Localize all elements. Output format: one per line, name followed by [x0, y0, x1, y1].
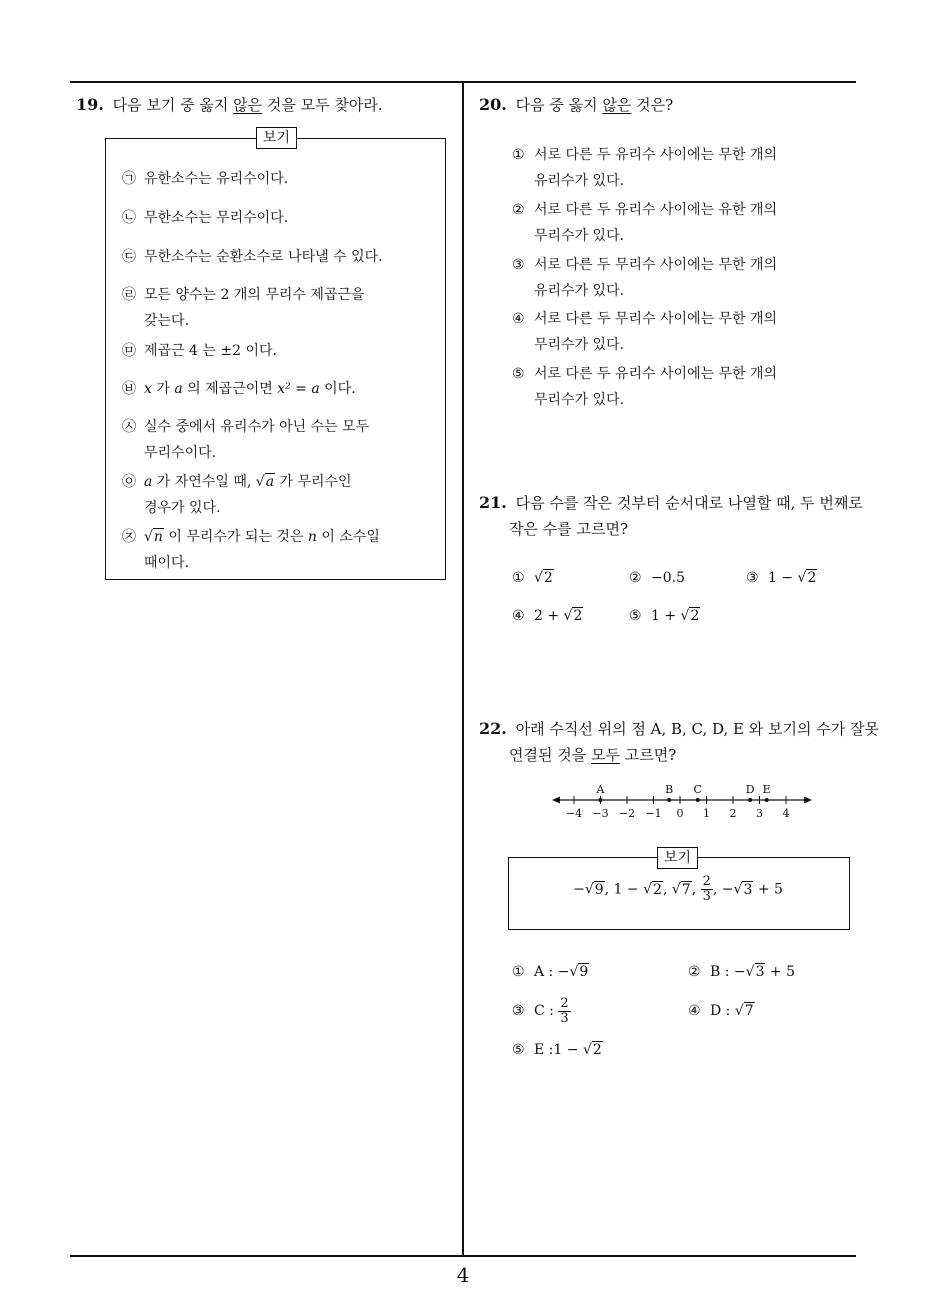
q19-prompt-underlined: 않은 [233, 96, 263, 114]
q21-choice-3[interactable] [746, 565, 817, 591]
tick-label: 3 [756, 807, 763, 820]
choice-mark: ④ [512, 608, 525, 624]
tick-label: −1 [645, 807, 662, 820]
item-text: 실수 중에서 유리수가 아닌 수는 모두 [144, 419, 370, 435]
fraction-numerator: 2 [702, 874, 711, 889]
choice-text: 서로 다른 두 무리수 사이에는 무한 개의 [534, 257, 778, 273]
choice-value: 1 − [768, 570, 798, 586]
sqrt-sign: √ [797, 570, 807, 586]
q19-item-7 [122, 414, 369, 466]
choice-mark: ⑤ [512, 366, 525, 382]
choice-mark: ④ [512, 311, 525, 327]
point-dot [599, 798, 603, 802]
q19-item-3 [122, 244, 383, 270]
item-mark: ㉢ [122, 249, 136, 265]
q19-item-5 [122, 338, 277, 364]
item-mark: ㉠ [122, 171, 136, 187]
item-mark: ㉥ [122, 381, 136, 397]
sqrt-radicand: 2 [690, 608, 700, 624]
q21-choice-2[interactable] [629, 565, 685, 591]
q20-choice-5[interactable] [512, 361, 777, 413]
math-var: n [307, 529, 317, 545]
item-text: 이 무리수가 되는 것은 [163, 529, 308, 545]
choice-text-cont: 무리수가 있다. [534, 337, 625, 353]
q22-prompt-text-end: 고르면? [619, 746, 677, 764]
point-label: C [693, 783, 702, 796]
q22-prompt-text-cont: 연결된 것을 [509, 746, 591, 764]
choice-text-cont: 유리수가 있다. [534, 173, 625, 189]
q20-choice-1[interactable] [512, 142, 777, 194]
page-number: 4 [456, 1263, 470, 1287]
point-dot [748, 798, 752, 802]
choice-mark: ② [629, 570, 642, 586]
axis-arrow-right [804, 797, 812, 804]
choice-mark: ① [512, 570, 525, 586]
bottom-rule [70, 1255, 856, 1257]
sqrt-radicand: 2 [573, 608, 583, 624]
sqrt-radicand: 3 [743, 881, 753, 898]
choice-mark: ② [512, 202, 525, 218]
choice-label: A : − [534, 964, 570, 980]
choice-mark: ② [688, 964, 701, 980]
item-mark: ㉣ [122, 287, 136, 303]
q20-prompt-text: 다음 중 옳지 [515, 96, 603, 114]
tick-label: −4 [565, 807, 583, 820]
column-divider [462, 82, 464, 1256]
q21-prompt-text-cont: 작은 수를 고르면? [509, 520, 629, 538]
sqrt-radicand: 7 [681, 881, 691, 898]
q19-item-9 [122, 524, 380, 576]
choice-text: 서로 다른 두 무리수 사이에는 무한 개의 [534, 311, 778, 327]
item-text: 가 자연수일 때, [152, 474, 256, 490]
q19-prompt [76, 92, 383, 118]
q19-number: 19. [76, 95, 104, 114]
q20-choice-3[interactable] [512, 252, 777, 304]
point-label: A [596, 783, 605, 796]
q22-box-title: 보기 [657, 847, 698, 869]
q20-prompt [479, 92, 673, 118]
item-text: 무한소수는 무리수이다. [144, 210, 289, 226]
tick-label: 2 [729, 807, 737, 820]
math-var: x [144, 381, 152, 397]
choice-mark: ⑤ [629, 608, 642, 624]
box-text: − [573, 881, 585, 898]
q22-prompt-underlined: 모두 [591, 746, 620, 764]
point-dot [765, 798, 769, 802]
point-dot [696, 798, 700, 802]
q21-choice-4[interactable] [512, 603, 583, 629]
box-text: , − [712, 881, 734, 898]
choice-text: 서로 다른 두 유리수 사이에는 무한 개의 [534, 366, 778, 382]
sqrt-radicand: 9 [579, 964, 589, 980]
math-var: a [144, 474, 153, 490]
choice-mark: ③ [746, 570, 759, 586]
fraction-numerator: 2 [560, 995, 569, 1011]
q19-item-6 [122, 376, 356, 402]
sqrt-radicand: 2 [543, 570, 553, 586]
choice-value: 2 + [534, 608, 564, 624]
point-dot [667, 798, 671, 802]
fraction [558, 997, 570, 1026]
sqrt-radicand: 9 [594, 881, 604, 898]
q19-item-8 [122, 469, 352, 521]
item-text: 유한소수는 유리수이다. [144, 171, 289, 187]
fraction-denominator: 3 [560, 1010, 569, 1026]
q22-prompt [479, 716, 879, 768]
q19-item-1 [122, 166, 288, 192]
choice-label: B : − [710, 964, 746, 980]
fraction-denominator: 3 [702, 889, 711, 904]
sqrt-sign: √ [144, 529, 153, 545]
item-text: 모든 양수는 2 개의 무리수 제곱근을 [144, 287, 365, 303]
choice-text-cont: 무리수가 있다. [534, 228, 625, 244]
q22-choice-3[interactable] [512, 996, 571, 1026]
q21-choice-1[interactable] [512, 565, 554, 591]
q20-prompt-text-end: 것은? [631, 96, 674, 114]
sqrt-radicand: 3 [755, 964, 765, 980]
item-text: 가 무리수인 [275, 474, 352, 490]
choice-mark: ⑤ [512, 1042, 525, 1058]
tick-label: 4 [782, 807, 790, 820]
tick-label: 0 [676, 807, 684, 820]
sqrt-radicand: n [153, 529, 163, 545]
point-label: E [762, 783, 771, 796]
q22-choice-1[interactable]: ① A : −√9 [512, 959, 589, 985]
choice-value: −0.5 [651, 570, 685, 586]
item-text: 이다. [319, 381, 356, 397]
choice-mark: ① [512, 147, 525, 163]
sqrt-radicand: a [265, 474, 275, 490]
choice-label: D : [710, 1003, 735, 1019]
item-text-cont: 경우가 있다. [144, 500, 221, 516]
tick-label: −3 [592, 807, 609, 820]
choice-label: E :1 − [534, 1042, 583, 1058]
choice-value: 1 + [651, 608, 681, 624]
q22-choice-2[interactable]: ② B : −√3 + 5 [688, 959, 795, 985]
item-mark: ㉦ [122, 419, 136, 435]
item-text: 제곱근 4 는 ±2 이다. [144, 343, 277, 359]
q22-choice-4[interactable]: ④ D : √7 [688, 998, 755, 1024]
sqrt-sign: √ [534, 570, 543, 586]
q19-box-title: 보기 [256, 127, 297, 149]
box-text: + 5 [753, 881, 783, 898]
q22-prompt-text: 아래 수직선 위의 점 A, B, C, D, E 와 보기의 수가 잘못 [515, 720, 879, 738]
axis-arrow-left [552, 797, 560, 804]
sqrt-sign: √ [563, 608, 573, 624]
q22-choice-5[interactable]: ⑤ E :1 − √2 [512, 1037, 603, 1063]
q20-choice-4[interactable] [512, 306, 777, 358]
sqrt-radicand: 7 [744, 1003, 754, 1019]
fraction [701, 875, 713, 904]
math-equation: x² = a [277, 381, 320, 397]
point-label: B [665, 783, 674, 796]
item-mark: ㉤ [122, 343, 136, 359]
item-text: 의 제곱근이면 [182, 381, 278, 397]
item-text-cont: 무리수이다. [144, 445, 217, 461]
sqrt-sign: √ [255, 474, 265, 490]
math-var: a [174, 381, 183, 397]
choice-mark: ① [512, 964, 525, 980]
q20-number: 20. [479, 95, 507, 114]
item-mark: ㉡ [122, 210, 136, 226]
tick-label: 1 [703, 807, 710, 820]
choice-value: + 5 [765, 964, 796, 980]
point-label: D [745, 783, 755, 796]
q21-choice-5[interactable] [629, 603, 700, 629]
sqrt-radicand: 2 [592, 1042, 602, 1058]
q21-number: 21. [479, 493, 507, 512]
q21-prompt [479, 490, 863, 542]
item-text-cont: 갖는다. [144, 313, 190, 329]
item-text: 가 [151, 381, 175, 397]
q20-choice-2[interactable] [512, 197, 777, 249]
item-mark: ㉨ [122, 529, 136, 545]
choice-mark: ③ [512, 1003, 525, 1019]
choice-text: 서로 다른 두 유리수 사이에는 유한 개의 [534, 202, 778, 218]
q20-prompt-underlined: 않은 [602, 96, 632, 114]
sqrt-sign: √ [680, 608, 690, 624]
q22-box-content: −√9, 1 − √2, √7, $\frac{2}{3}$ , −√3 + 5 [573, 874, 783, 904]
choice-mark: ③ [512, 257, 525, 273]
tick-label: −2 [618, 807, 636, 820]
item-text: 무한소수는 순환소수로 나타낼 수 있다. [144, 249, 383, 265]
item-mark: ㉧ [122, 474, 136, 490]
item-text-cont: 때이다. [144, 555, 190, 571]
choice-text-cont: 무리수가 있다. [534, 392, 625, 408]
choice-text-cont: 유리수가 있다. [534, 283, 625, 299]
q19-item-2 [122, 205, 288, 231]
number-line [550, 780, 820, 830]
box-text: , 1 − [604, 881, 644, 898]
q19-prompt-text-end: 것을 모두 찾아라. [262, 96, 383, 114]
q19-item-4 [122, 282, 365, 334]
q19-prompt-text: 다음 보기 중 옳지 [112, 96, 234, 114]
choice-mark: ④ [688, 1003, 701, 1019]
sqrt-radicand: 2 [653, 881, 662, 898]
sqrt-radicand: 2 [807, 570, 817, 586]
q21-prompt-text: 다음 수를 작은 것부터 순서대로 나열할 때, 두 번째로 [515, 494, 863, 512]
item-text: 이 소수일 [316, 529, 380, 545]
box-text: , [691, 881, 701, 898]
choice-label: C : [534, 1003, 559, 1019]
q22-number: 22. [479, 719, 507, 738]
choice-text: 서로 다른 두 유리수 사이에는 무한 개의 [534, 147, 778, 163]
box-text: , [662, 881, 672, 898]
